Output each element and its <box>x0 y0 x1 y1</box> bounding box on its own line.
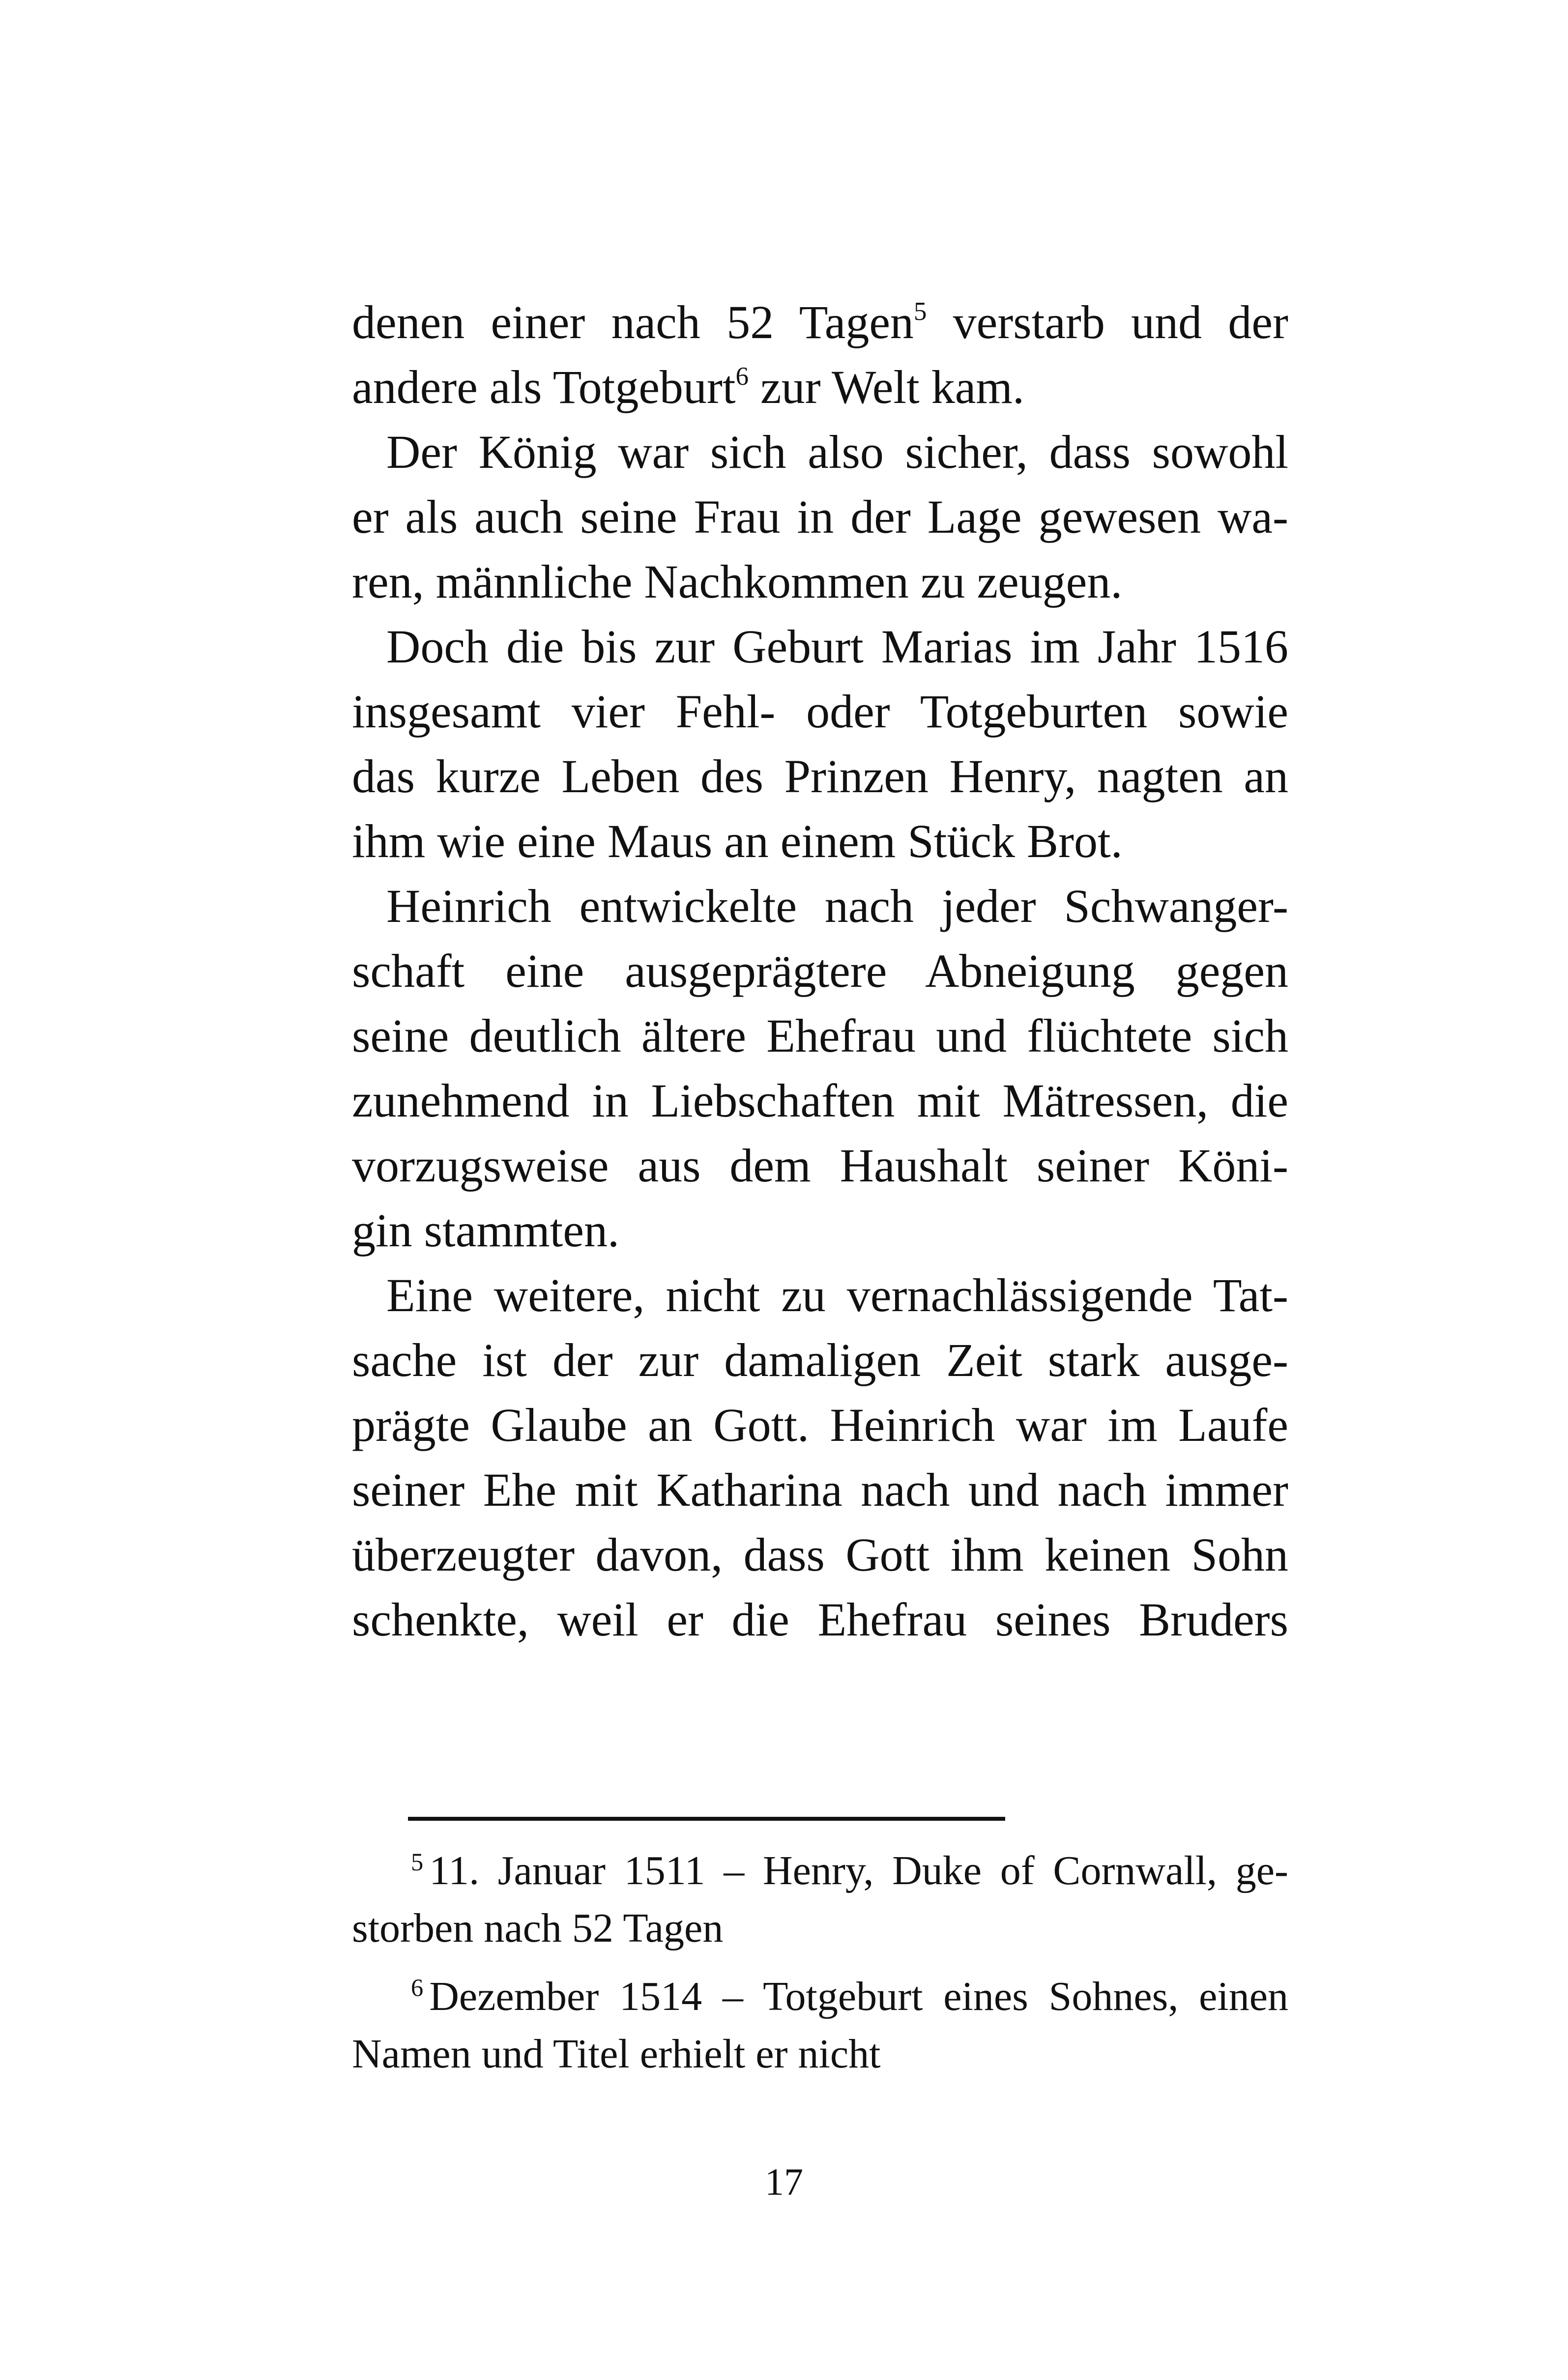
body-line: Doch die bis zur Geburt Marias im Jahr 1516 <box>386 620 1288 673</box>
body-line: seiner Ehe mit Katharina nach und nach immer <box>352 1463 1288 1516</box>
body-line: Der König war sich also sicher, dass sowohl <box>386 426 1288 478</box>
body-line: vorzugsweise aus dem Haushalt seiner Köni- <box>352 1139 1288 1192</box>
body-text <box>352 290 1288 1652</box>
footnote-ref-6: 6 <box>735 362 749 391</box>
body-line: er als auch seine Frau in der Lage gewesen wa- <box>352 490 1288 543</box>
footnote-6-line: $^6$ Dezember 1514 – Totgeburt eines Sohnes, einen <box>411 1974 1288 2019</box>
body-line: das kurze Leben des Prinzen Henry, nagten an <box>352 750 1288 803</box>
body-line: gin stammten. <box>352 1204 619 1257</box>
body-line: schenkte, weil er die Ehefrau seines Bruders <box>352 1593 1288 1646</box>
body-line: zunehmend in Liebschaften mit Mätressen, die <box>352 1074 1288 1127</box>
body-line: ihm wie eine Maus an einem Stück Brot. <box>352 815 1123 867</box>
footnote-5-line: $^5$ 11. Januar 1511 – Henry, Duke of Cornwall, ge- <box>411 1848 1288 1893</box>
footnote-marker: 6 <box>411 1974 424 2002</box>
body-line: ren, männliche Nachkommen zu zeugen. <box>352 555 1123 608</box>
footnote-divider <box>408 1817 1005 1821</box>
footnote-marker: 5 <box>411 1848 424 1876</box>
body-line: sache ist der zur damaligen Zeit stark ausge- <box>352 1334 1288 1386</box>
body-line: insgesamt vier Fehl- oder Totgeburten sowie <box>352 685 1288 738</box>
body-line: seine deutlich ältere Ehefrau und flüchtete sich <box>352 1009 1288 1062</box>
body-line: schaft eine ausgeprägtere Abneigung gegen <box>352 945 1288 997</box>
footnote-ref-5: 5 <box>913 297 927 326</box>
body-line: überzeugter davon, dass Gott ihm keinen Sohn <box>352 1528 1288 1581</box>
page-number: 17 <box>765 2160 803 2203</box>
body-line: prägte Glaube an Gott. Heinrich war im Laufe <box>352 1399 1288 1451</box>
footnotes <box>352 1842 1288 2083</box>
body-line: denen einer nach 52 Tagen$^5$ verstarb und der <box>352 296 1289 348</box>
body-line: Eine weitere, nicht zu vernachlässigende Tat- <box>386 1269 1288 1321</box>
footnote-5-line: storben nach 52 Tagen <box>352 1905 724 1951</box>
body-line: andere als Totgeburt$^6$ zur Welt kam. <box>352 361 1024 413</box>
footnote-6-line: Namen und Titel erhielt er nicht <box>352 2031 881 2077</box>
body-line: Heinrich entwickelte nach jeder Schwanger- <box>386 880 1288 932</box>
